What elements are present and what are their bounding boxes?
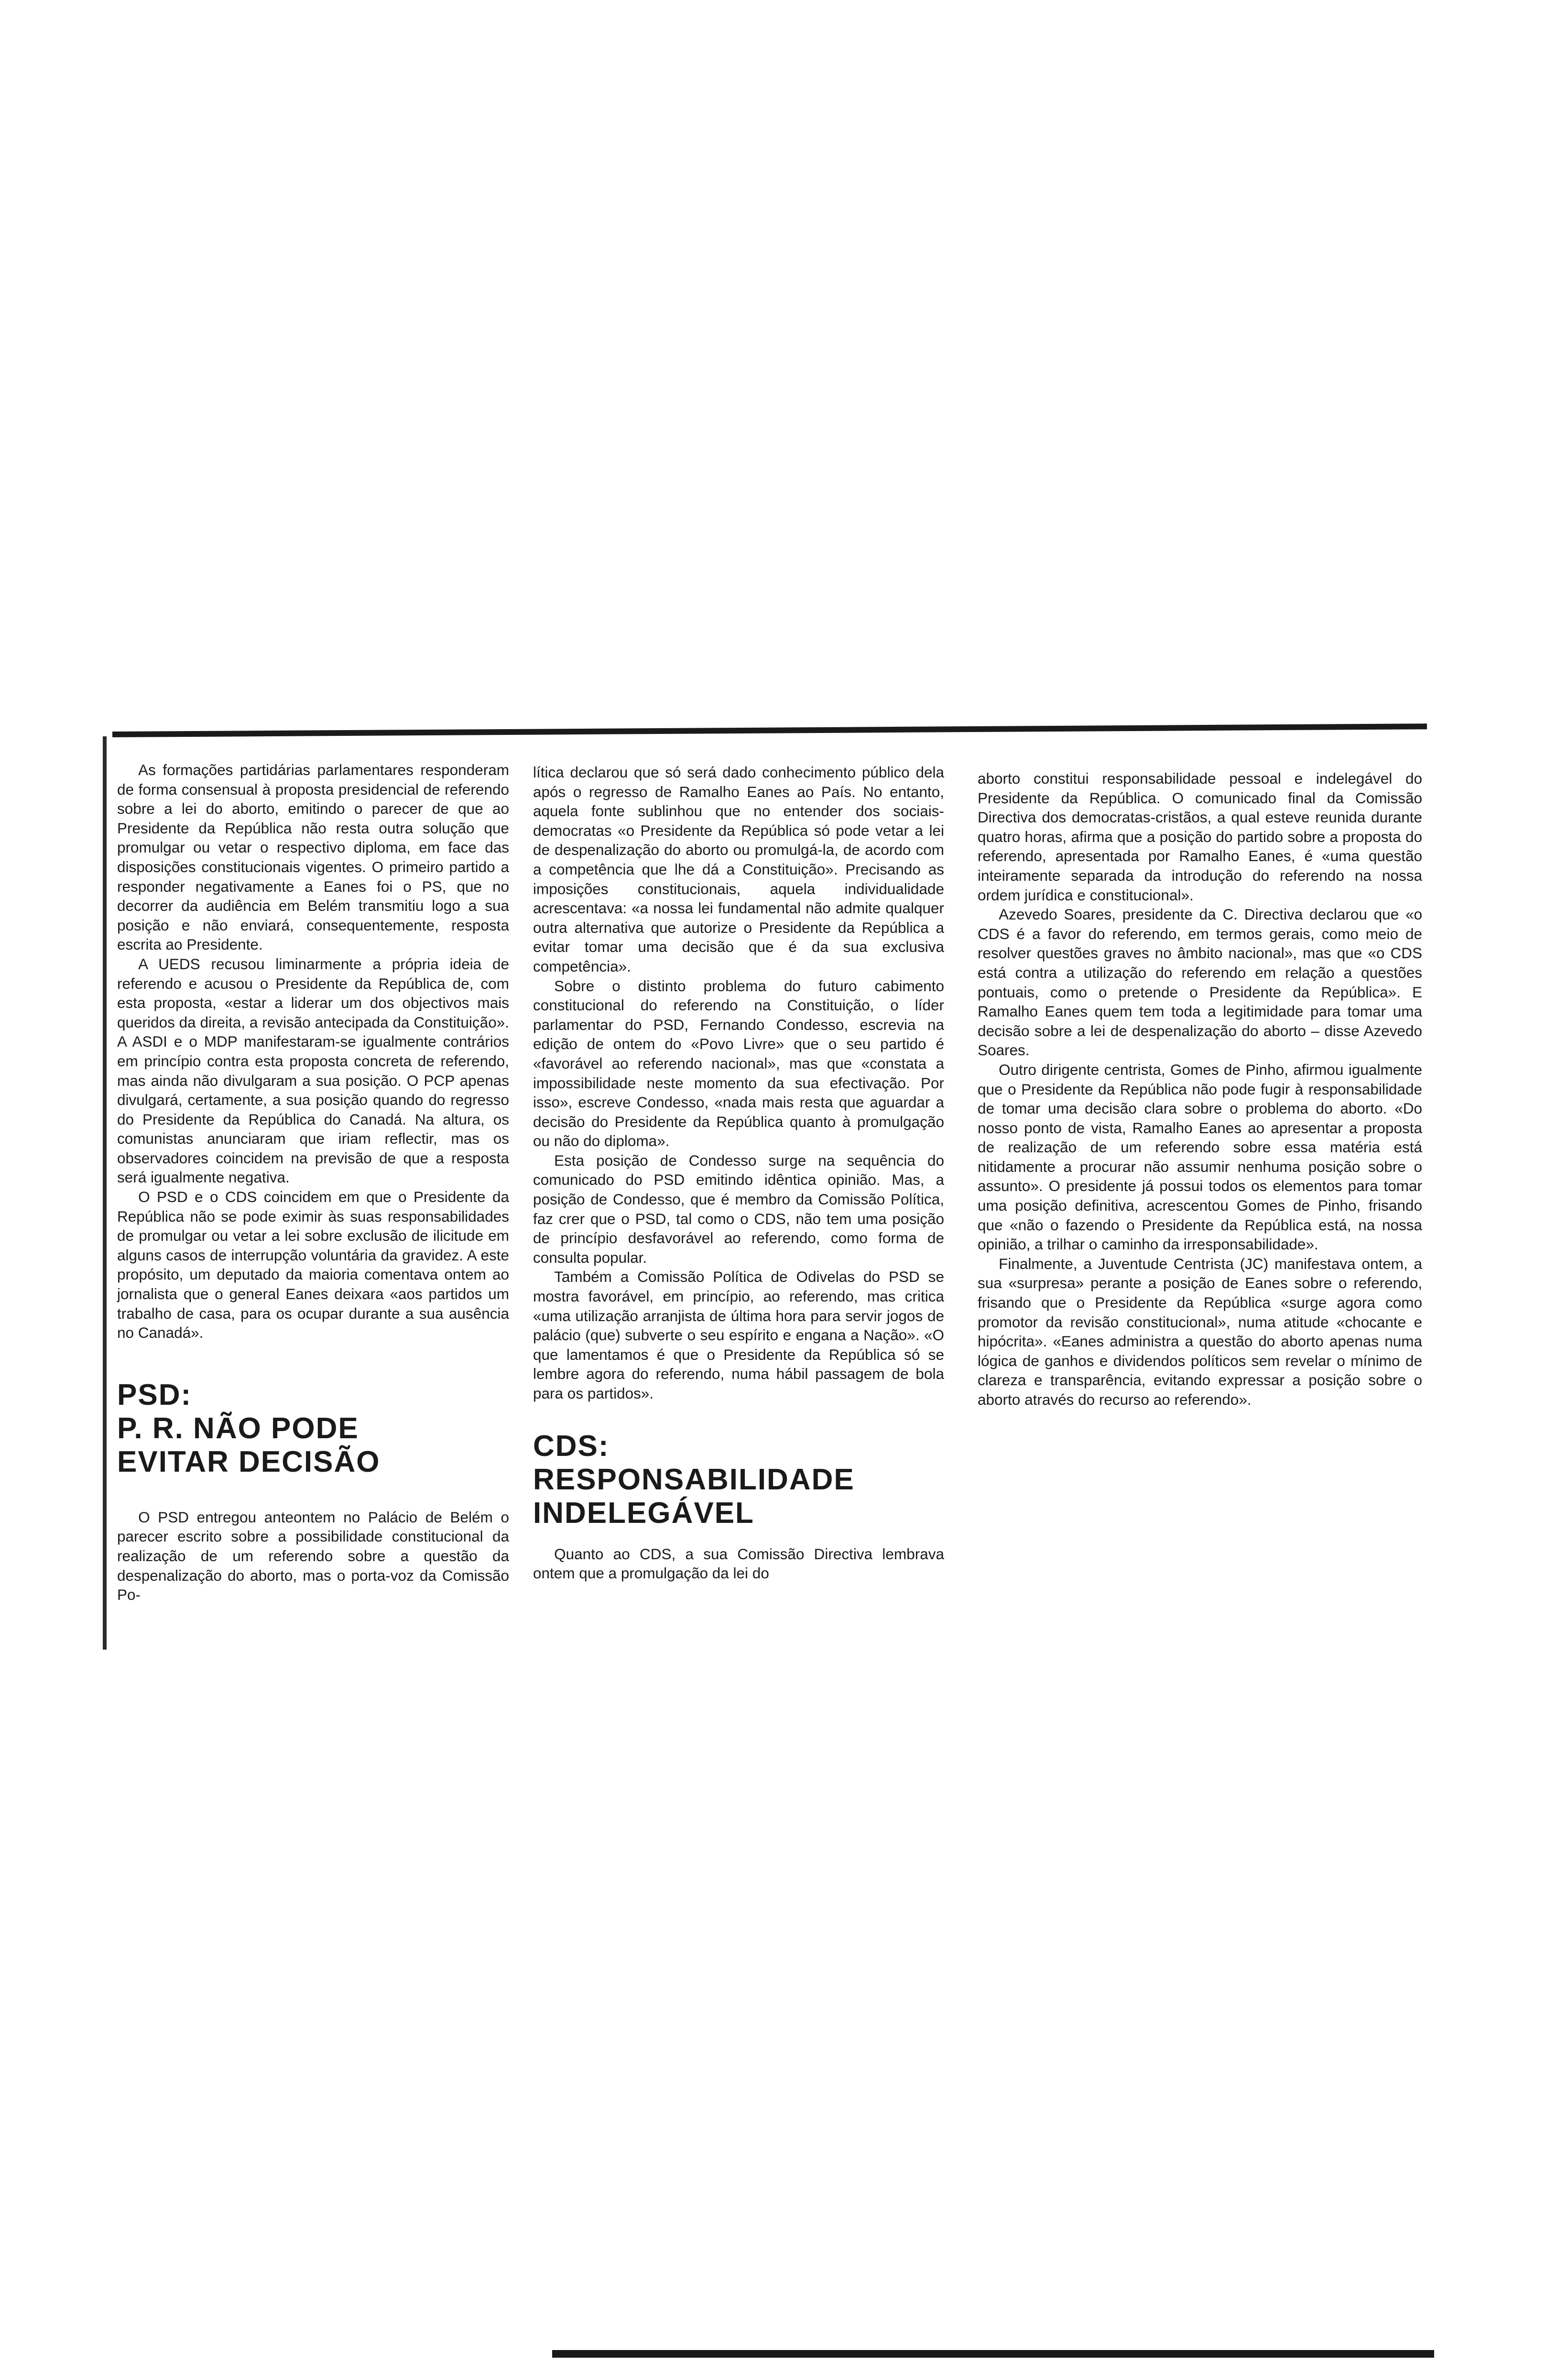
column-2	[533, 763, 944, 1583]
col2-paragraph-3: Esta posição de Condesso surge na sequência do comunicado do PSD emitindo idêntica opinião. Mas, a posição de Condesso, que é membro da Comissão Política, faz crer que o PSD, tal como o CDS, não tem uma posição de princípio desfavorável ao referendo, como forma de consulta popular.	[533, 1151, 944, 1266]
left-edge-line	[103, 736, 107, 1650]
col3-paragraph-2: Azevedo Soares, presidente da C. Directiva declarou que «o CDS é a favor do referendo, em termos gerais, como meio de resolver questões graves no âmbito nacional», mas que «o CDS está contra a utilização do referendo em relação a questões pontuais, como o pretende o Presidente da República». E Ramalho Eanes quem tem toda a legitimidade para tomar uma decisão sobre a lei de despenalização do aborto – disse Azevedo Soares.	[978, 906, 1422, 1059]
col2-paragraph-5: Quanto ao CDS, a sua Comissão Directiva lembrava ontem que a promulgação da lei do	[533, 1545, 944, 1582]
col2-paragraph-2: Sobre o distinto problema do futuro cabimento constitucional do referendo na Constituição, o líder parlamentar do PSD, Fernando Condesso, escrevia na edição de ontem do «Povo Livre» que o seu partido é «favorável ao referendo nacional», mas que «constata a impossibilidade neste momento da sua efectivação. Por isso», escreve Condesso, «nada mais resta que aguardar a decisão do Presidente da República quanto à promulgação ou não do diploma».	[533, 977, 944, 1150]
cds-headline-line-3: INDELEGÁVEL	[533, 1496, 754, 1530]
col1-paragraph-3: O PSD e o CDS coincidem em que o Presidente da República não se pode eximir às suas responsabilidades de promulgar ou vetar a lei sobre exclusão de ilicitude em alguns casos de interrupção voluntária da gravidez. A este propósito, um deputado da maioria comentava ontem ao jornalista que o general Eanes deixara «aos partidos um trabalho de casa, para os ocupar durante a sua ausência no Canadá».	[117, 1188, 509, 1342]
top-rule	[112, 723, 1427, 737]
col1-paragraph-2: A UEDS recusou liminarmente a própria ideia de referendo e acusou o Presidente da República de, com esta proposta, «estar a liderar um dos objectivos mais queridos da direita, a revisão antecipada da Constituição». A ASDI e o MDP manifestaram-se igualmente contrários em princípio contra esta proposta concreta de referendo, mas ainda não divulgaram a sua posição. O PCP apenas divulgará, certamente, a sua posição quando do regresso do Presidente da República do Canadá. Na altura, os comunistas anunciaram que iriam reflectir, mas os observadores coincidem na previsão de que a resposta será igualmente negativa.	[117, 955, 509, 1186]
psd-headline-line-1: PSD:	[117, 1378, 192, 1411]
col3-paragraph-3: Outro dirigente centrista, Gomes de Pinho, afirmou igualmente que o Presidente da República não pode fugir à responsabilidade de tomar uma decisão clara sobre o problema do aborto. «Do nosso ponto de vista, Ramalho Eanes ao apresentar a proposta de realização de um referendo sobre essa matéria está nitidamente a procurar não assumir nenhuma posição sobre o assunto». O presidente já possui todos os elementos para tomar uma posição definitiva, acrescentou Gomes de Pinho, frisando que «não o fazendo o Presidente da República está, na nossa opinião, a trilhar o caminho da irresponsabilidade».	[978, 1061, 1422, 1253]
psd-headline-line-2: P. R. NÃO PODE	[117, 1411, 359, 1445]
newspaper-clipping	[103, 717, 1437, 2362]
column-3	[978, 769, 1422, 1410]
bottom-rule	[552, 2350, 1434, 2358]
col2-paragraph-1: lítica declarou que só será dado conhecimento público dela após o regresso de Ramalho Eanes ao País. No entanto, aquela fonte sublinhou que no entender dos sociais-democratas «o Presidente da República só pode vetar a lei de despenalização do aborto ou promulgá-la, de acordo com a competência que lhe dá a Constituição». Precisando as imposições constitucionais, aquela individualidade acrescentava: «a nossa lei fundamental não admite qualquer outra alternativa que autorize o Presidente da República a evitar tomar uma decisão que é da sua exclusiva competência».	[533, 764, 944, 975]
col1-paragraph-1: As formações partidárias parlamentares responderam de forma consensual à proposta presidencial de referendo sobre a lei do aborto, emitindo o parecer de que ao Presidente da República não resta outra solução que promulgar ou vetar o respectivo diploma, em face das disposições constitucionais vigentes. O primeiro partido a responder negativamente a Eanes foi o PS, que no decorrer da audiência em Belém transmitiu logo a sua posição e não enviará, consequentemente, resposta escrita ao Presidente.	[117, 761, 509, 953]
col3-paragraph-1: aborto constitui responsabilidade pessoal e indelegável do Presidente da República. O comunicado final da Comissão Directiva dos democratas-cristãos, a qual esteve reunida durante quatro horas, afirma que a posição do partido sobre a proposta do referendo, apresentada por Ramalho Eanes, é «uma questão inteiramente separada da introdução do referendo na nossa ordem jurídica e constitucional».	[978, 770, 1422, 904]
col3-paragraph-4: Finalmente, a Juventude Centrista (JC) manifestava ontem, a sua «surpresa» perante a posição de Eanes sobre o referendo, frisando que o Presidente da República «surge agora como promotor da revisão constitucional», numa atitude «chocante e hipócrita». «Eanes administra a questão do aborto apenas numa lógica de ganhos e dividendos políticos sem revelar o mínimo de clareza e transparência, evitando expressar a posição sobre o aborto através do recurso ao referendo».	[978, 1255, 1422, 1408]
cds-headline-line-2: RESPONSABILIDADE	[533, 1463, 855, 1496]
cds-headline	[533, 1430, 944, 1530]
psd-headline-line-3: EVITAR DECISÃO	[117, 1445, 381, 1478]
column-1	[117, 760, 509, 1605]
col1-paragraph-4: O PSD entregou anteontem no Palácio de Belém o parecer escrito sobre a possibilidade constitucional da realização de um referendo sobre a questão da despenalização do aborto, mas o porta-voz da Comissão Po-	[117, 1508, 509, 1604]
col2-paragraph-4: Também a Comissão Política de Odivelas do PSD se mostra favorável, em princípio, ao referendo, mas critica «uma utilização arranjista de última hora para servir jogos de palácio (que) subverte o seu espírito e engana a Nação». «O que lamentamos é que o Presidente da República só se lembre agora do referendo, numa hábil passagem de bola para os partidos».	[533, 1268, 944, 1402]
psd-headline	[117, 1378, 509, 1479]
cds-headline-line-1: CDS:	[533, 1429, 610, 1463]
